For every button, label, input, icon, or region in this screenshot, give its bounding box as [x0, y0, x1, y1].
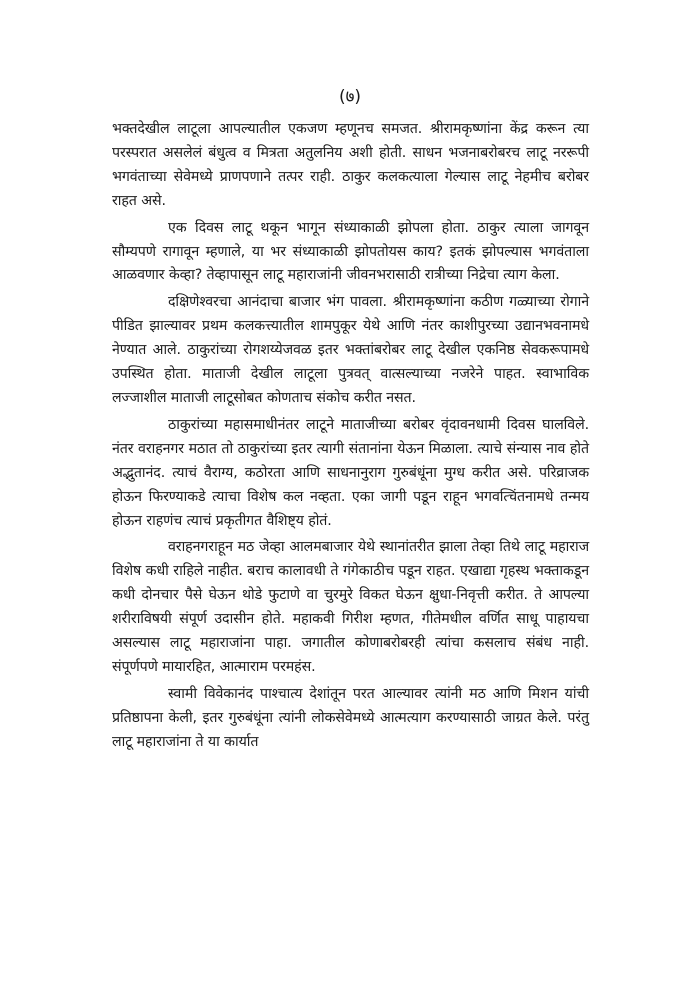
paragraph: वराहनगराहून मठ जेव्हा आलमबाजार येथे स्थानांतरीत झाला तेव्हा तिथे लाटू महाराज विशेष कधी राहिले नाहीत. बराच कालावधी ते गंगेकाठीच पडून राहत. एखाद्या गृहस्थ भक्ताकडून कधी दोनचार पैसे घेऊन थोडे फुटाणे वा चुरमुरे विकत घेऊन क्षुधा-निवृत्ती करीत. ते आपल्या शरीराविषयी संपूर्ण उदासीन होते. महाकवी गिरीश म्हणत, गीतेमधील वर्णित साधू पाहायचा असल्यास लाटू महाराजांना पाहा. जगातील कोणाबरोबरही त्यांचा कसलाच संबंध नाही. संपूर्णपणे मायारहित, आत्माराम परमहंस.	[112, 539, 589, 675]
paragraph: स्वामी विवेकानंद पाश्चात्य देशांतून परत आल्यावर त्यांनी मठ आणि मिशन यांची प्रतिष्ठापना केली, इतर गुरुबंधूंना त्यांनी लोकसेवेमध्ये आत्मत्याग करण्यासाठी जाग्रत केले. परंतु लाटू महाराजांना ते या कार्यात	[112, 685, 589, 750]
paragraph: ठाकुरांच्या महासमाधीनंतर लाटूने माताजीच्या बरोबर वृंदावनधामी दिवस घालविले. नंतर वराहनगर मठात तो ठाकुरांच्या इतर त्यागी संतानांना येऊन मिळाला. त्याचे संन्यास नाव होते अद्भुतानंद. त्याचं वैराग्य, कठोरता आणि साधनानुराग गुरुबंधूंना मुग्ध करीत असे. परिव्राजक होऊन फिरण्याकडे त्याचा विशेष कल नव्हता. एका जागी पडून राहून भगवत्चिंतनामधे तन्मय होऊन राहणंच त्याचं प्रकृतीगत वैशिष्ट्य होतं.	[112, 416, 589, 529]
paragraph: भक्तदेखील लाटूला आपल्यातील एकजण म्हणूनच समजत. श्रीरामकृष्णांना केंद्र करून त्या परस्परात असलेलं बंधुत्व व मित्रता अतुलनिय अशी होती. साधन भजनाबरोबरच लाटू नररूपी भगवंताच्या सेवेमध्ये प्राणपणाने तत्पर राही. ठाकुर कलकत्याला गेल्यास लाटू नेहमीच बरोबर राहत असे.	[112, 121, 589, 209]
page-number: (७)	[338, 87, 362, 107]
paragraph: दक्षिणेश्वरचा आनंदाचा बाजार भंग पावला. श्रीरामकृष्णांना कठीण गळ्याच्या रोगाने पीडित झाल्यावर प्रथम कलकत्त्यातील शामपुकूर येथे आणि नंतर काशीपुरच्या उद्यानभवनामधे नेण्यात आले. ठाकुरांच्या रोगशय्येजवळ इतर भक्तांबरोबर लाटू देखील एकनिष्ठ सेवकरूपामधे उपस्थित होता. माताजी देखील लाटूला पुत्रवत् वात्सल्याच्या नजरेने पाहत. स्वाभाविक लज्जाशील माताजी लाटूसोबत कोणताच संकोच करीत नसत.	[112, 294, 589, 406]
body-text	[112, 118, 589, 758]
paragraph: एक दिवस लाटू थकून भागून संध्याकाळी झोपला होता. ठाकुर त्याला जागवून सौम्यपणे रागावून म्हणाले, या भर संध्याकाळी झोपतोयस काय? इतकं झोपल्यास भगवंताला आळवणार केव्हा? तेव्हापासून लाटू महाराजांनी जीवनभरासाठी रात्रीच्या निद्रेचा त्याग केला.	[112, 219, 589, 284]
